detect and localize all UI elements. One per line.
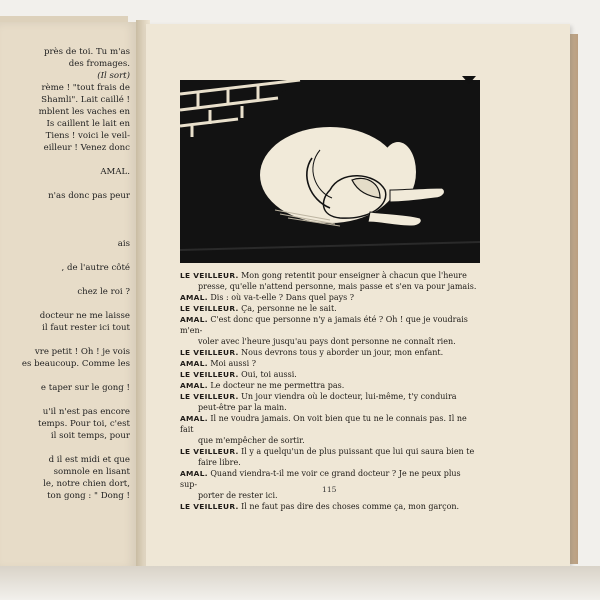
dialogue-text-span: Nous devrons tous y aborder un jour, mon enfant. [241, 348, 444, 357]
dialogue-text-span: Mon gong retentit pour enseigner à chacun que l'heure [241, 271, 467, 280]
left-page-line: mblent les vaches en [38, 107, 130, 117]
dialogue-text-span: Moi aussi ? [210, 359, 256, 368]
left-page-line: le, notre chien dort, [43, 479, 130, 489]
left-page-line [0, 334, 130, 346]
left-page-line: , de l'autre côté [61, 263, 130, 273]
left-page-line: d il est midi et que [48, 455, 130, 465]
table-surface [0, 566, 600, 600]
dialogue-line [180, 347, 480, 358]
left-page-line [0, 178, 130, 190]
dialogue-text-span: porter de rester ici. [198, 491, 278, 500]
dialogue-line [180, 369, 480, 380]
speaker-name: AMAL. [180, 414, 208, 423]
dialogue-text-span: presse, qu'elle n'attend personne, mais passe et s'en va pour jamais. [198, 282, 477, 291]
left-page-line [0, 250, 130, 262]
dialogue-text-span: Il ne voudra jamais. On voit bien que tu ne le connais pas. Il ne fait [180, 414, 467, 434]
left-page-line: ton gong : " Dong ! [47, 491, 130, 501]
speaker-name: LE VEILLEUR. [180, 447, 239, 456]
left-page-line: Shamli". Lait caillé ! [41, 95, 130, 105]
dialogue-text-span: C'est donc que personne n'y a jamais été ? Oh ! que je voudrais m'en- [180, 315, 468, 335]
dialogue-line [180, 281, 480, 292]
left-page-line: Is caillent le lait en [46, 119, 130, 129]
dialogue-line [180, 314, 480, 336]
left-page-line: es beaucoup. Comme les [21, 359, 130, 369]
speaker-name: AMAL. [180, 469, 208, 478]
speaker-name: LE VEILLEUR. [180, 304, 239, 313]
dialogue-text [180, 270, 480, 512]
left-page-line [0, 214, 130, 226]
left-page-line: ais [117, 239, 130, 249]
sleeping-dog-woodcut-icon [180, 80, 480, 263]
dialogue-line [180, 457, 480, 468]
left-page-line: n'as donc pas peur [48, 191, 130, 201]
dialogue-line [180, 413, 480, 435]
dialogue-line [180, 501, 480, 512]
left-page-line: Tiens ! voici le veil- [45, 131, 130, 141]
dialogue-line [180, 270, 480, 281]
speaker-name: LE VEILLEUR. [180, 370, 239, 379]
speaker-name: LE VEILLEUR. [180, 392, 239, 401]
speaker-name: AMAL. [180, 381, 208, 390]
dialogue-line [180, 380, 480, 391]
left-page-line: e taper sur le gong ! [40, 383, 130, 393]
left-page-line: (Il sort) [97, 71, 130, 81]
left-page-line: temps. Pour toi, c'est [37, 419, 130, 429]
speaker-name: LE VEILLEUR. [180, 348, 239, 357]
dialogue-line [180, 391, 480, 402]
left-page-line [0, 370, 130, 382]
dialogue-line [180, 336, 480, 347]
dialogue-text-span: Dis : où va-t-elle ? Dans quel pays ? [210, 293, 355, 302]
left-page-line: il soit temps, pour [50, 431, 130, 441]
dialogue-text-span: que m'empêcher de sortir. [198, 436, 305, 445]
left-page-line [0, 274, 130, 286]
dialogue-text-span: Un jour viendra où le docteur, lui-même, t'y conduira [241, 392, 457, 401]
dialogue-line [180, 446, 480, 457]
left-page-line: des fromages. [68, 59, 130, 69]
dialogue-text-span: Quand viendra-t-il me voir ce grand docteur ? Je ne peux plus sup- [180, 469, 461, 489]
page-number: 115 [322, 485, 337, 494]
left-page-line: il faut rester ici tout [42, 323, 130, 333]
left-page-line [0, 154, 130, 166]
triangle-mark-icon [462, 76, 476, 84]
dialogue-line [180, 435, 480, 446]
left-page-line: u'il n'est pas encore [42, 407, 130, 417]
left-page-line: près de toi. Tu m'as [43, 47, 130, 57]
left-page-line: eilleur ! Venez donc [43, 143, 130, 153]
dialogue-text-span: Il y a quelqu'un de plus puissant que lui qui saura bien te [241, 447, 475, 456]
speaker-name: AMAL. [180, 293, 208, 302]
dialogue-line [180, 292, 480, 303]
dialogue-text-span: peut-être par la main. [198, 403, 287, 412]
speaker-name: LE VEILLEUR. [180, 502, 239, 511]
left-page-line: docteur ne me laisse [39, 311, 130, 321]
left-page-line [0, 442, 130, 454]
left-page-line: somnole en lisant [53, 467, 130, 477]
left-page-line: AMAL. [100, 167, 130, 177]
speaker-name: AMAL. [180, 359, 208, 368]
left-page-text [0, 46, 130, 502]
left-page-line: rème ! "tout frais de [41, 83, 130, 93]
speaker-name: LE VEILLEUR. [180, 271, 239, 280]
dialogue-text-span: Ça, personne ne le sait. [241, 304, 337, 313]
dialogue-text-span: Oui, toi aussi. [241, 370, 297, 379]
dialogue-text-span: faire libre. [198, 458, 241, 467]
dialogue-text-span: voler avec l'heure jusqu'au pays dont personne ne connaît rien. [198, 337, 456, 346]
dialogue-line [180, 303, 480, 314]
left-page-line [0, 394, 130, 406]
left-page-line: chez le roi ? [77, 287, 130, 297]
speaker-name: AMAL. [180, 315, 208, 324]
dialogue-text-span: Il ne faut pas dire des choses comme ça, mon garçon. [241, 502, 460, 511]
dialogue-text-span: Le docteur ne me permettra pas. [210, 381, 345, 390]
left-page-line [0, 298, 130, 310]
left-page-line [0, 202, 130, 214]
dialogue-line [180, 402, 480, 413]
left-page [0, 22, 139, 570]
left-page-line [0, 226, 130, 238]
dialogue-line [180, 358, 480, 369]
left-page-line: vre petit ! Oh ! je vois [34, 347, 130, 357]
